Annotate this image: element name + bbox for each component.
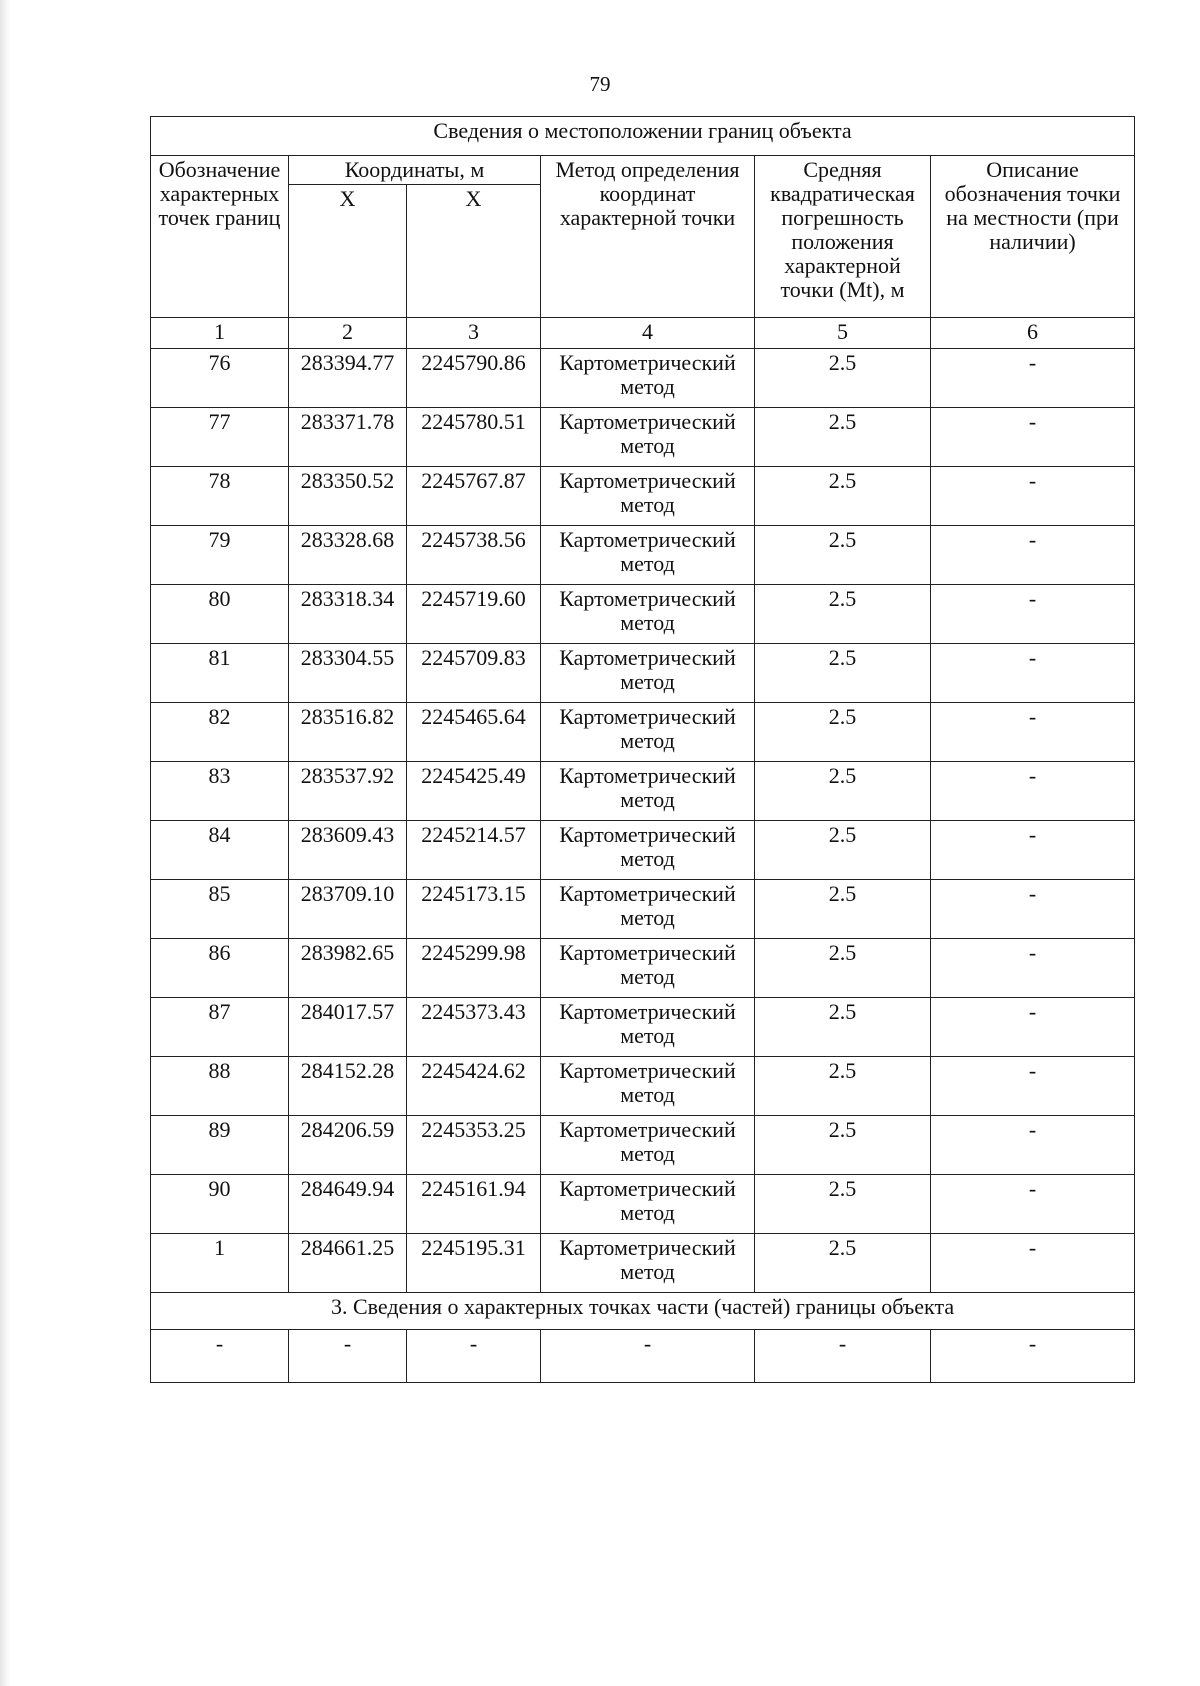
second-coordinate-cell: 2245195.31 — [407, 1234, 541, 1293]
point-cell: 83 — [151, 762, 289, 821]
second-coordinate-cell: 2245425.49 — [407, 762, 541, 821]
description-cell: - — [931, 939, 1135, 998]
point-cell: 80 — [151, 585, 289, 644]
second-coordinate-cell: 2245161.94 — [407, 1175, 541, 1234]
method-cell: Картометрический метод — [541, 703, 755, 762]
second-coordinate-cell: 2245790.86 — [407, 349, 541, 408]
section-3-title: 3. Сведения о характерных точках части (частей) границы объекта — [151, 1293, 1135, 1330]
description-cell: - — [931, 1057, 1135, 1116]
second-coordinate-cell: 2245353.25 — [407, 1116, 541, 1175]
table-row — [151, 408, 1135, 467]
mean-error-cell: 2.5 — [755, 349, 931, 408]
table-caption-row — [151, 117, 1135, 156]
description-cell: - — [931, 1234, 1135, 1293]
point-cell: 85 — [151, 880, 289, 939]
table-caption: Сведения о местоположении границ объекта — [151, 117, 1135, 156]
mean-error-cell: 2.5 — [755, 1234, 931, 1293]
mean-error-cell: 2.5 — [755, 467, 931, 526]
header-x-first: X — [289, 185, 407, 318]
description-cell: - — [931, 585, 1135, 644]
method-cell: Картометрический метод — [541, 467, 755, 526]
point-cell: 86 — [151, 939, 289, 998]
table-row — [151, 1057, 1135, 1116]
mean-error-cell: 2.5 — [755, 408, 931, 467]
description-cell: - — [931, 1116, 1135, 1175]
empty-cell: - — [931, 1330, 1135, 1383]
mean-error-cell: 2.5 — [755, 1116, 931, 1175]
method-cell: Картометрический метод — [541, 585, 755, 644]
header-mean-error: Средняя квадратическая погрешность положения характерной точки (Mt), м — [755, 156, 931, 318]
x-coordinate-cell: 283609.43 — [289, 821, 407, 880]
method-cell: Картометрический метод — [541, 644, 755, 703]
description-cell: - — [931, 526, 1135, 585]
column-index: 6 — [931, 318, 1135, 349]
point-cell: 90 — [151, 1175, 289, 1234]
table-row — [151, 1116, 1135, 1175]
second-coordinate-cell: 2245709.83 — [407, 644, 541, 703]
boundary-coordinates-table — [150, 116, 1135, 1383]
mean-error-cell: 2.5 — [755, 644, 931, 703]
point-cell: 87 — [151, 998, 289, 1057]
column-index: 2 — [289, 318, 407, 349]
point-cell: 76 — [151, 349, 289, 408]
x-coordinate-cell: 284017.57 — [289, 998, 407, 1057]
mean-error-cell: 2.5 — [755, 880, 931, 939]
point-cell: 89 — [151, 1116, 289, 1175]
empty-cell: - — [755, 1330, 931, 1383]
table-row — [151, 1175, 1135, 1234]
point-cell: 88 — [151, 1057, 289, 1116]
mean-error-cell: 2.5 — [755, 821, 931, 880]
description-cell: - — [931, 998, 1135, 1057]
mean-error-cell: 2.5 — [755, 762, 931, 821]
section-3-row — [151, 1293, 1135, 1330]
empty-cell: - — [289, 1330, 407, 1383]
x-coordinate-cell: 283537.92 — [289, 762, 407, 821]
table-row — [151, 349, 1135, 408]
header-method: Метод определения координат характерной точки — [541, 156, 755, 318]
method-cell: Картометрический метод — [541, 1234, 755, 1293]
point-cell: 1 — [151, 1234, 289, 1293]
point-cell: 77 — [151, 408, 289, 467]
second-coordinate-cell: 2245214.57 — [407, 821, 541, 880]
description-cell: - — [931, 467, 1135, 526]
column-index: 1 — [151, 318, 289, 349]
header-x-second: X — [407, 185, 541, 318]
x-coordinate-cell: 284152.28 — [289, 1057, 407, 1116]
point-cell: 79 — [151, 526, 289, 585]
point-cell: 84 — [151, 821, 289, 880]
table-header-row — [151, 156, 1135, 185]
table-row — [151, 644, 1135, 703]
description-cell: - — [931, 349, 1135, 408]
empty-cell: - — [407, 1330, 541, 1383]
section-3-empty-row — [151, 1330, 1135, 1383]
header-description: Описание обозначения точки на местности (при наличии) — [931, 156, 1135, 318]
point-cell: 78 — [151, 467, 289, 526]
x-coordinate-cell: 283394.77 — [289, 349, 407, 408]
header-point-designation: Обозначение характерных точек границ — [151, 156, 289, 318]
second-coordinate-cell: 2245299.98 — [407, 939, 541, 998]
column-index: 3 — [407, 318, 541, 349]
mean-error-cell: 2.5 — [755, 585, 931, 644]
description-cell: - — [931, 703, 1135, 762]
x-coordinate-cell: 283350.52 — [289, 467, 407, 526]
scan-edge — [0, 0, 10, 1686]
method-cell: Картометрический метод — [541, 939, 755, 998]
empty-cell: - — [541, 1330, 755, 1383]
second-coordinate-cell: 2245780.51 — [407, 408, 541, 467]
second-coordinate-cell: 2245373.43 — [407, 998, 541, 1057]
x-coordinate-cell: 283328.68 — [289, 526, 407, 585]
mean-error-cell: 2.5 — [755, 1057, 931, 1116]
method-cell: Картометрический метод — [541, 821, 755, 880]
description-cell: - — [931, 880, 1135, 939]
column-index: 5 — [755, 318, 931, 349]
table-row — [151, 998, 1135, 1057]
method-cell: Картометрический метод — [541, 1116, 755, 1175]
method-cell: Картометрический метод — [541, 998, 755, 1057]
second-coordinate-cell: 2245424.62 — [407, 1057, 541, 1116]
column-index-row — [151, 318, 1135, 349]
table-row — [151, 1234, 1135, 1293]
x-coordinate-cell: 283709.10 — [289, 880, 407, 939]
second-coordinate-cell: 2245465.64 — [407, 703, 541, 762]
table-row — [151, 467, 1135, 526]
table-row — [151, 821, 1135, 880]
description-cell: - — [931, 762, 1135, 821]
x-coordinate-cell: 283318.34 — [289, 585, 407, 644]
second-coordinate-cell: 2245767.87 — [407, 467, 541, 526]
x-coordinate-cell: 283304.55 — [289, 644, 407, 703]
mean-error-cell: 2.5 — [755, 998, 931, 1057]
method-cell: Картометрический метод — [541, 1175, 755, 1234]
table-row — [151, 526, 1135, 585]
x-coordinate-cell: 284661.25 — [289, 1234, 407, 1293]
table-row — [151, 703, 1135, 762]
x-coordinate-cell: 283982.65 — [289, 939, 407, 998]
mean-error-cell: 2.5 — [755, 526, 931, 585]
second-coordinate-cell: 2245719.60 — [407, 585, 541, 644]
table-row — [151, 585, 1135, 644]
second-coordinate-cell: 2245738.56 — [407, 526, 541, 585]
x-coordinate-cell: 283516.82 — [289, 703, 407, 762]
mean-error-cell: 2.5 — [755, 1175, 931, 1234]
mean-error-cell: 2.5 — [755, 939, 931, 998]
header-coordinates: Координаты, м — [289, 156, 541, 185]
x-coordinate-cell: 284206.59 — [289, 1116, 407, 1175]
method-cell: Картометрический метод — [541, 526, 755, 585]
x-coordinate-cell: 284649.94 — [289, 1175, 407, 1234]
empty-cell: - — [151, 1330, 289, 1383]
table-row — [151, 880, 1135, 939]
table-row — [151, 939, 1135, 998]
second-coordinate-cell: 2245173.15 — [407, 880, 541, 939]
page-number: 79 — [589, 72, 611, 96]
description-cell: - — [931, 408, 1135, 467]
method-cell: Картометрический метод — [541, 408, 755, 467]
x-coordinate-cell: 283371.78 — [289, 408, 407, 467]
column-index: 4 — [541, 318, 755, 349]
table-row — [151, 762, 1135, 821]
mean-error-cell: 2.5 — [755, 703, 931, 762]
description-cell: - — [931, 1175, 1135, 1234]
point-cell: 82 — [151, 703, 289, 762]
point-cell: 81 — [151, 644, 289, 703]
method-cell: Картометрический метод — [541, 880, 755, 939]
method-cell: Картометрический метод — [541, 349, 755, 408]
description-cell: - — [931, 644, 1135, 703]
description-cell: - — [931, 821, 1135, 880]
method-cell: Картометрический метод — [541, 762, 755, 821]
method-cell: Картометрический метод — [541, 1057, 755, 1116]
